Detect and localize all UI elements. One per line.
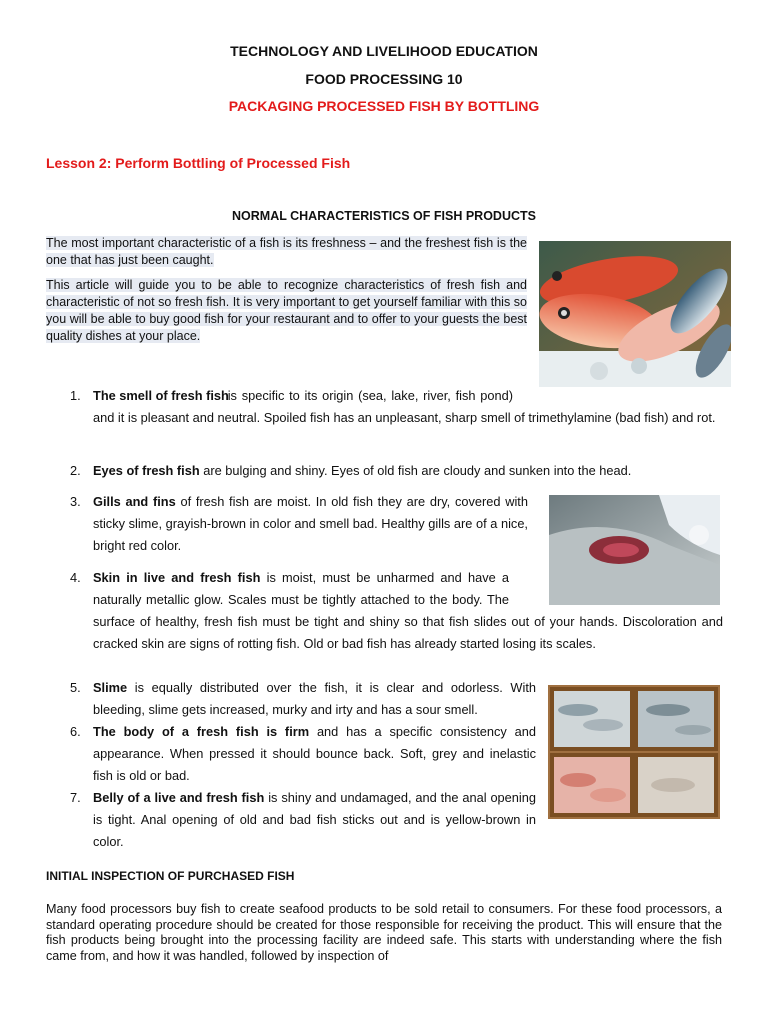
list-number-4: 4. [70, 570, 81, 585]
list-item-4: Skin in live and fresh fish is moist, must be unharmed and have a naturally metallic glow. Scales must be tightly attached to the body. The surface of healthy, fresh fish must be tight and shiny so that fish slides out of your hands. Discoloration and cracked skin are signs of rotting fish. Old or bad fish has already started losing its scales. [93, 567, 723, 655]
list-item-1a: The smell of fresh fish [93, 388, 229, 403]
fish-market-photo [548, 685, 720, 819]
section-heading: NORMAL CHARACTERISTICS OF FISH PRODUCTS [232, 209, 536, 223]
inspection-heading: INITIAL INSPECTION OF PURCHASED FISH [46, 869, 295, 883]
list-item-6: The body of a fresh fish is firm and has a specific consistency and appearance. When pressed it should bounce back. Soft, grey and inelastic fish is old or bad. [93, 724, 536, 783]
list-item-5: Slime is equally distributed over the fish, it is clear and odorless. With bleeding, slime gets increased, murky and irty and has a sour smell. [93, 680, 536, 717]
lesson-title: Lesson 2: Perform Bottling of Processed Fish [46, 155, 351, 171]
image-wrap-spacer [509, 567, 723, 611]
list-number-7: 7. [70, 790, 81, 805]
list-item-7: Belly of a live and fresh fish is shiny and undamaged, and the anal opening is tight. Anal opening of old and bad fish sticks out and is yellow-brown in color. [93, 790, 536, 849]
image-wrap-spacer [513, 385, 723, 407]
list-number-2: 2. [70, 463, 81, 478]
list-item-1: is specific to its origin (sea, lake, river, fish pond) and it is pleasant and neutral. Spoiled fish has an unpleasant, sharp smell of trimethylamine (bad fish) and rot. [93, 385, 723, 429]
list-number-3: 3. [70, 494, 81, 509]
list-number-5: 5. [70, 680, 81, 695]
fresh-fish-photo [539, 241, 731, 387]
inspection-paragraph: Many food processors buy fish to create seafood products to be sold retail to consumers. For these food processors, a standard operating procedure should be created for those responsible for receiving the product. This will ensure that the fish products being brought into the processing facility are indeed safe. This starts with understanding where the fish came from, and how it was handled, followed by inspection of [46, 902, 722, 963]
subject-title: TECHNOLOGY AND LIVELIHOOD EDUCATION [230, 43, 538, 59]
list-number-6: 6. [70, 724, 81, 739]
course-title: FOOD PROCESSING 10 [305, 71, 463, 87]
list-item-2: Eyes of fresh fish are bulging and shiny. Eyes of old fish are cloudy and sunken into the head. [93, 463, 632, 478]
intro-paragraph-1: The most important characteristic of a fish is its freshness – and the freshest fish is the one that has just been caught. [46, 236, 527, 267]
topic-title: PACKAGING PROCESSED FISH BY BOTTLING [228, 98, 540, 114]
list-item-3: Gills and fins of fresh fish are moist. In old fish they are dry, covered with sticky slime, grayish-brown in color and smell bad. Healthy gills are of a nice, bright red color. [93, 494, 528, 553]
intro-paragraph-2: This article will guide you to be able to recognize characteristics of fresh fish and characteristic of not so fresh fish. It is very important to get yourself familiar with this so you will be able to buy good fish for your restaurant and to offer to your guests the best quality dishes at your place. [46, 278, 527, 343]
list-number-1: 1. [70, 388, 81, 403]
